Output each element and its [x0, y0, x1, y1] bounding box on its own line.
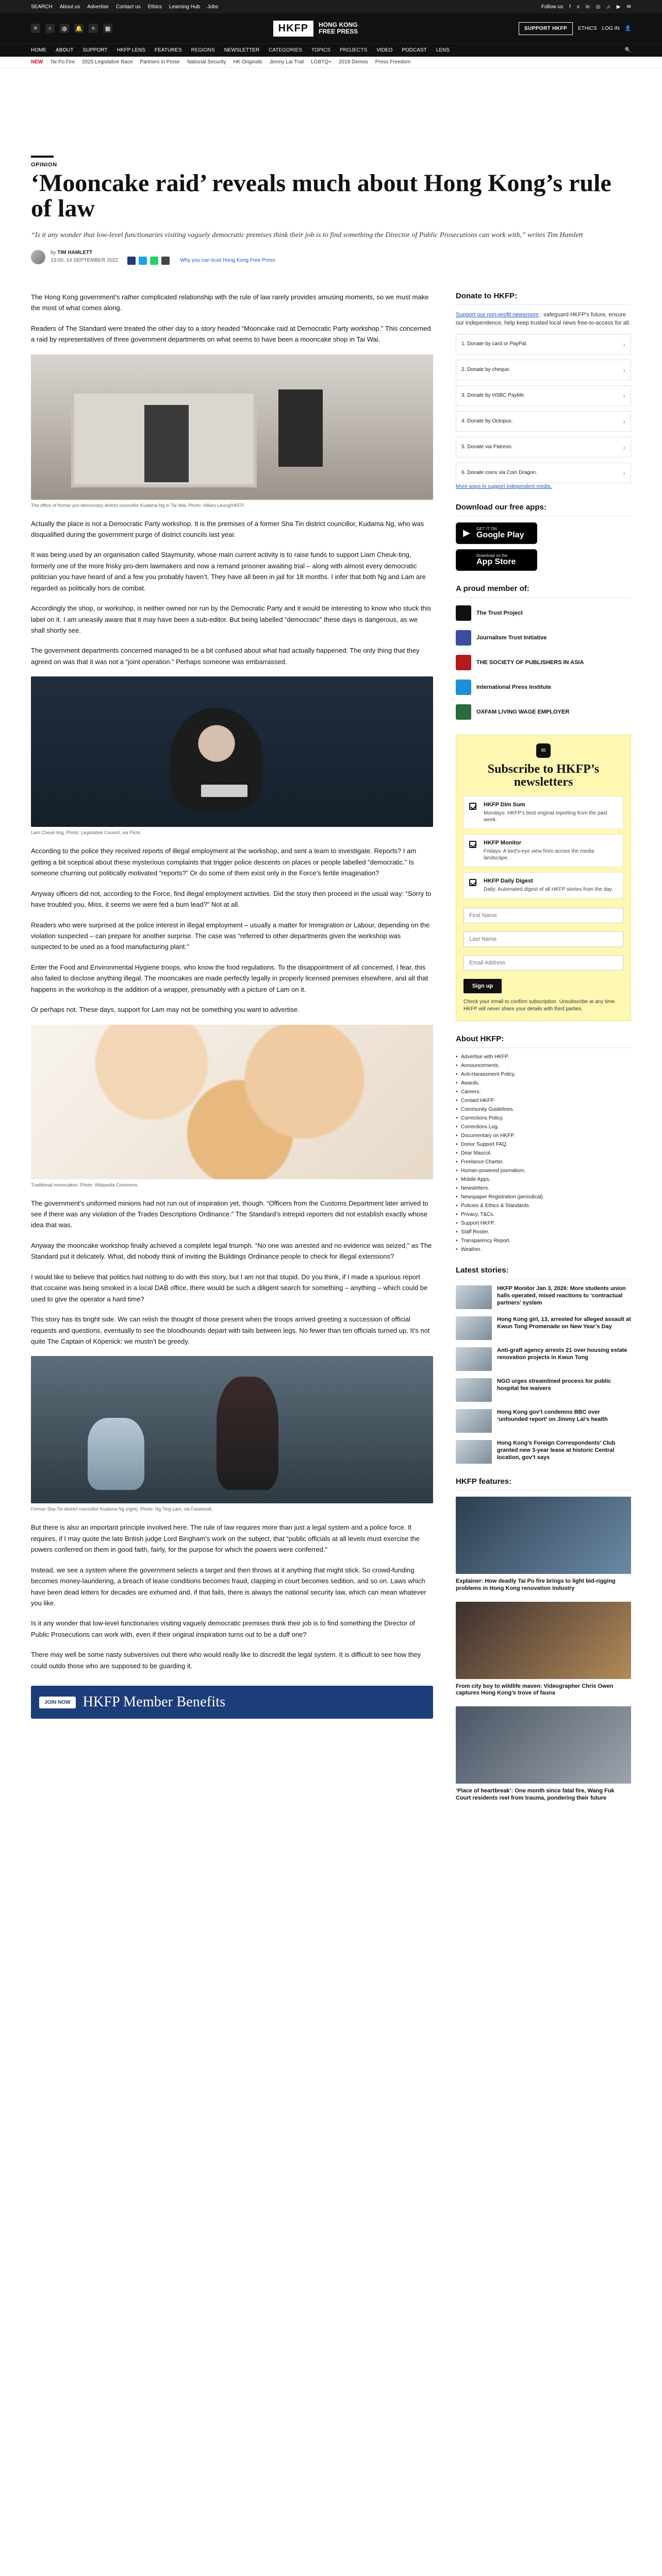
story-title: NGO urges streamlined process for public hospital fee waivers: [497, 1378, 611, 1392]
paragraph: The government departments concerned managed to be a bit confused about what had actually happened. The only thing that they agreed on was that it was not a “joint operation.” Perhaps someone was embarrassed.: [31, 647, 420, 666]
top-strip: [0, 0, 662, 13]
paragraph: This story has its bright side. We can relish the thought of those present when the troops arrived greeting a succession of official requests and questions, eventually to see the bloodhounds depart with tails between legs. No fewer than ten officials turned up. It’s not quite The Captain of Köpenick: we mustn’t be greedy.: [31, 1315, 430, 1345]
ethics-link[interactable]: Ethics: [147, 4, 162, 10]
chevron-right-icon: ›: [623, 340, 625, 348]
about-link[interactable]: • Weather.: [456, 1247, 631, 1252]
about-link[interactable]: • Newspaper Registration (periodical).: [456, 1194, 631, 1200]
donate-method[interactable]: [456, 334, 631, 354]
about-link[interactable]: • Human-powered journalism.: [456, 1168, 631, 1174]
chevron-right-icon: ›: [623, 391, 625, 400]
donate-method[interactable]: [456, 360, 631, 380]
signup-button[interactable]: Sign up: [464, 979, 502, 993]
member-item[interactable]: [456, 653, 631, 672]
article-title: ‘Mooncake raid’ reveals much about Hong Kong’s rule of law: [31, 170, 611, 222]
author-avatar: [31, 250, 45, 264]
latest-stories: [456, 1285, 631, 1464]
latest-section: [456, 1266, 631, 1464]
donate-method-label: 1. Donate by card or PayPal.: [461, 341, 527, 347]
checkbox-checked-icon[interactable]: [469, 841, 476, 848]
paragraph: Actually the place is not a Democratic Party workshop. It is the premises of a former Sha Tin district councillor, Kudama Ng, who was disqualified during the government purge of district councils last year.: [31, 519, 424, 538]
nav-support[interactable]: SUPPORT: [82, 47, 108, 53]
nav-hkfp-lens[interactable]: HKFP LENS: [117, 47, 146, 53]
masthead: [0, 13, 662, 43]
about-link[interactable]: • Privacy, T&Cs.: [456, 1212, 631, 1217]
sidebar: [456, 292, 631, 1816]
donate-method-label: 6. Donate coins via Coin Dragon.: [461, 470, 537, 476]
email-icon[interactable]: ✉: [626, 4, 631, 10]
newsletter-option-desc: Mondays: HKFP’s best original reporting from the past week.: [484, 810, 607, 823]
chevron-right-icon: ›: [623, 365, 625, 374]
advertise-link[interactable]: Advertise: [87, 4, 109, 10]
newsletter-option[interactable]: [464, 834, 623, 867]
figure-2: [31, 676, 433, 835]
ethics-link-masthead[interactable]: ETHICS: [577, 25, 597, 31]
byline-meta: [51, 257, 275, 265]
search-icon[interactable]: ⌕: [45, 24, 55, 33]
story-thumbnail: [456, 1440, 492, 1464]
about-link[interactable]: • Advertise with HKFP.: [456, 1054, 631, 1060]
more-ways-link[interactable]: More ways to support independent media.: [456, 483, 552, 489]
paragraph: Readers who were surprised at the police interest in illegal employment – usually a matter for Immigration or Labour, depending on the violation suspected – can prepare for another surprise. The case was “referred to other departments given the workshop was suspected to be used as a food manufacturing plant.”: [31, 921, 430, 951]
figure-4-caption: Former Sha Tin district councillor Kudama Ng (right). Photo: Ng Ting Lam, via Facebook.: [31, 1506, 213, 1512]
donate-methods: [456, 334, 631, 483]
apps-title: Download our free apps:: [456, 503, 631, 516]
last-name-input[interactable]: [464, 931, 623, 947]
paragraph: The Hong Kong government’s rather complicated relationship with the rule of law rarely provides amusing moments, so we must make the most of what comes along.: [31, 293, 429, 312]
paragraph: Instead, we see a system where the government selects a target and then throws at it anything that might stick. So crowd-funding becomes money-laundering, a breach of lease conditions becomes fraud, clapping in court becomes sedition, and so on. Laws which have been dead letters for decades are exhumed and, if that fails, there is always the national security law, which can mean whatever you like.: [31, 1566, 426, 1607]
youtube-icon[interactable]: ▶: [616, 4, 621, 10]
nav-video[interactable]: VIDEO: [376, 47, 393, 53]
about-link[interactable]: • Support HKFP.: [456, 1221, 631, 1226]
latest-story[interactable]: [456, 1440, 631, 1464]
paragraph: Readers of The Standard were treated the other day to a story headed “Mooncake raid at Democratic Party workshop.” This concerned a raid by representatives of three government departments on what seems to have been a mooncake shop in Tai Wai.: [31, 324, 431, 344]
about-link[interactable]: • Donor Support FAQ.: [456, 1142, 631, 1147]
member-name: OXFAM LIVING WAGE EMPLOYER: [476, 708, 570, 715]
chevron-right-icon: ›: [623, 468, 625, 477]
feature-item[interactable]: [456, 1497, 631, 1592]
story-title: Hong Kong girl, 13, arrested for alleged assault at Kwun Tong Promenade on New Year’s Day: [497, 1316, 631, 1330]
figure-1-caption: The office of former pro-democracy district councillor Kudama Ng in Tai Wai. Photo: Hillary Leung/HKFP.: [31, 502, 245, 508]
donate-method[interactable]: [456, 463, 631, 483]
logo[interactable]: [273, 21, 358, 37]
about-link[interactable]: • Mobile Apps.: [456, 1177, 631, 1182]
byline-text: [51, 250, 275, 265]
nav-newsletter[interactable]: NEWSLETTER: [224, 47, 260, 53]
feature-item[interactable]: [456, 1706, 631, 1802]
about-link[interactable]: • Newsletters.: [456, 1185, 631, 1191]
content-grid: [31, 292, 631, 1816]
about-link[interactable]: • Corrections Policy.: [456, 1115, 631, 1121]
article-body: [31, 292, 433, 1816]
app-store-small: Download on the: [476, 553, 508, 558]
contact-link[interactable]: Contact us: [115, 4, 141, 10]
about-link[interactable]: • Anti-Harassment Policy.: [456, 1072, 631, 1077]
donate-method[interactable]: [456, 437, 631, 457]
donate-method[interactable]: [456, 385, 631, 406]
share-buttons: [127, 257, 170, 265]
latest-story[interactable]: [456, 1409, 631, 1433]
member-name: International Press Institute: [476, 684, 551, 690]
figure-1-image: [31, 354, 433, 500]
top-left-links: [31, 4, 218, 10]
about-link[interactable]: • Careers.: [456, 1089, 631, 1095]
newsletter-option[interactable]: [464, 872, 623, 899]
logo-line-2: FREE PRESS: [319, 28, 358, 35]
about-link[interactable]: • Documentary on HKFP.: [456, 1133, 631, 1139]
google-play-icon: ▶: [463, 528, 470, 538]
instagram-icon[interactable]: ◎: [595, 4, 601, 10]
paragraph: Anyway officers did not, according to the Force, find illegal employment activities. Did the story then proceed in the usual way: “Sorry to have troubled you, Miss, it seems we were fed a bum lead?” Not at all.: [31, 889, 432, 909]
share-email-icon[interactable]: [161, 257, 170, 265]
member-item[interactable]: [456, 678, 631, 697]
subnav-tai-po-fire[interactable]: Tai Po Fire: [50, 59, 75, 65]
feature-image: [456, 1706, 631, 1784]
user-icon[interactable]: 👤: [624, 25, 631, 31]
story-thumbnail: [456, 1285, 492, 1309]
story-title: HKFP Monitor Jan 3, 2026: More students union halls operated, mixed reactions to ‘contractual partners’ system: [497, 1285, 626, 1306]
nav-podcast[interactable]: PODCAST: [402, 47, 427, 53]
paragraph: It was being used by an organisation called Staymunity, whose main current activity is to raise funds to support Liam Cheuk-ting, formerly one of the more frisky pro-dem lawmakers and now a remand prisoner awaiting trial – along with almost every democratic politician you have heard of and a few you probably haven’t. They have all been in jail for 18 months. I infer that both Ng and Lam are regarded as politically hors de combat.: [31, 551, 426, 592]
subnav-2019-demos[interactable]: 2019 Demos: [338, 59, 368, 65]
member-name: The Trust Project: [476, 609, 523, 616]
subnav-lgbtq[interactable]: LGBTQ+: [311, 59, 332, 65]
author-name[interactable]: TIM HAMLETT: [57, 249, 93, 256]
follow-us-label: Follow us: [541, 4, 564, 10]
apps-section: [456, 503, 631, 571]
newsletter-option-title: HKFP Monitor: [484, 840, 522, 846]
app-badges: [456, 522, 631, 571]
google-play-small: GET IT ON: [476, 526, 497, 531]
trust-link[interactable]: Why you can trust Hong Kong Free Press: [180, 258, 275, 264]
donate-method-label: 5. Donate via Patreon.: [461, 444, 513, 450]
logo-line-1: HONG KONG: [319, 21, 358, 28]
donate-method-label: 2. Donate by cheque.: [461, 367, 511, 373]
main-nav: [0, 43, 662, 57]
paragraph: Enter the Food and Environmental Hygiene troops, who know the food regulations. To the disappointment of all concerned, I fear, this also failed to disclose anything illegal. The mooncakes are made perfectly legally in properly licensed premises elsewhere, and all that happens in the workshop is the addition of a wrapper, presumably with a picture of Lam on it.: [31, 963, 428, 993]
features-section: [456, 1477, 631, 1802]
story-title: Hong Kong gov’t condemns BBC over ‘unfounded report’ on Jimmy Lai’s health: [497, 1409, 608, 1422]
nav-about[interactable]: ABOUT: [56, 47, 74, 53]
about-link[interactable]: • Corrections Log.: [456, 1124, 631, 1130]
donate-method-label: 3. Donate by HSBC PayMe.: [461, 393, 525, 399]
member-benefits-banner[interactable]: [31, 1686, 433, 1719]
kicker-line: [31, 156, 54, 158]
about-link[interactable]: • Dear Mascot.: [456, 1150, 631, 1156]
subnav-jimmy-lai-trial[interactable]: Jimmy Lai Trial: [269, 59, 304, 65]
subnav-national-security[interactable]: National Security: [187, 59, 226, 65]
login-link[interactable]: LOG IN: [602, 25, 620, 31]
newsletter-option-desc: Daily: Automated digest of all HKFP stories from the day.: [484, 887, 613, 893]
story-title: Anti-graft agency arrests 21 over housing estate renovation projects in Kwun Tong: [497, 1347, 627, 1361]
member-item[interactable]: [456, 629, 631, 647]
nav-regions[interactable]: REGIONS: [191, 47, 215, 53]
facebook-icon[interactable]: f: [569, 4, 571, 10]
google-play-large: Google Play: [476, 530, 524, 539]
latest-story[interactable]: [456, 1378, 631, 1402]
donate-text-rest: : safeguard HKFP’s future, ensure our independence, help keep trusted local news free-to-access for all.: [456, 311, 631, 326]
logo-mark: HKFP: [273, 21, 313, 37]
figure-3: [31, 1025, 433, 1188]
donate-text: [456, 311, 631, 328]
paragraph: The government’s uniformed minions had not run out of inspiration yet, though. “Officers from the Customs Department later arrived to see if there was any violation of the Trades Descriptions Ordinance.” The Standard’s intrepid reporters did not establish exactly whose idea that was.: [31, 1199, 428, 1229]
nav-categories[interactable]: CATEGORIES: [269, 47, 302, 53]
first-name-input[interactable]: [464, 908, 623, 923]
join-now-pill[interactable]: JOIN NOW: [39, 1697, 76, 1708]
new-badge: NEW: [31, 59, 43, 65]
newsletter-signup: [456, 735, 631, 1021]
checkbox-checked-icon[interactable]: [469, 803, 476, 810]
features-list: [456, 1497, 631, 1802]
newsletter-option-title: HKFP Daily Digest: [484, 878, 533, 885]
paragraph: Anyway the mooncake workshop finally achieved a complete legal triumph. “No one was arrested and no evidence was seized,” as The Standard put it delicately. What, did nobody think of inviting the Buildings Ordinance people to check for illegal extensions?: [31, 1241, 432, 1261]
menu-icon[interactable]: ≡: [31, 24, 40, 33]
member-list: [456, 604, 631, 721]
masthead-icons: [31, 24, 112, 33]
paragraph: Is it any wonder that low-level functionaries visiting vaguely democratic premises think their job is to find something the Director of Public Prosecutions can work with, even if their original inspiration turns out to be a duff one?: [31, 1619, 415, 1638]
nav-lens[interactable]: LENS: [436, 47, 450, 53]
newsletter-icon: ✉: [536, 743, 551, 758]
linkedin-icon[interactable]: in: [585, 4, 590, 10]
share-x-icon[interactable]: [139, 257, 147, 265]
newsletter-option[interactable]: [464, 796, 623, 829]
about-link[interactable]: • Policies & Ethics & Standards.: [456, 1203, 631, 1209]
secondary-nav: [0, 57, 662, 68]
checkbox-checked-icon[interactable]: [469, 879, 476, 886]
paragraph: Accordingly the shop, or workshop, is neither owned nor run by the Democratic Party and it would be interesting to know who stuck this label on it. I am uneasily aware that it may have been a sub-editor. But being labelled “democratic” these days is dangerous, as we shall shortly see.: [31, 604, 432, 635]
about-link[interactable]: About us: [59, 4, 80, 10]
x-icon[interactable]: x: [576, 4, 580, 10]
member-item[interactable]: [456, 703, 631, 721]
figure-1: [31, 354, 433, 508]
member-name: THE SOCIETY OF PUBLISHERS IN ASIA: [476, 659, 584, 666]
feature-image: [456, 1602, 631, 1679]
email-input[interactable]: [464, 955, 623, 971]
subnav-legislative-race[interactable]: 2025 Legislative Race: [82, 59, 133, 65]
share-whatsapp-icon[interactable]: [150, 257, 158, 265]
nav-projects[interactable]: PROJECTS: [339, 47, 368, 53]
newsletter-note: Check your email to confirm subscription. Unsubscribe at any time. HKFP will never share your details with third parties.: [464, 999, 616, 1012]
donate-method-label: 4. Donate by Octopus.: [461, 418, 513, 425]
tiktok-icon[interactable]: ♫: [606, 4, 610, 10]
members-title: A proud member of:: [456, 584, 631, 598]
bell-icon[interactable]: 🔔: [74, 24, 84, 33]
latest-story[interactable]: [456, 1347, 631, 1371]
about-link[interactable]: • Announcements.: [456, 1063, 631, 1069]
share-facebook-icon[interactable]: [127, 257, 136, 265]
paragraph: According to the police they received reports of illegal employment at the workshop, and sent a team to investigate. Reports? I am getting a bit sceptical about these mysterious complaints that trigger police descents on places or people labelled “democratic.” Is someone churning out politically motivated “reports?” Or do some of them exist only in the Force’s fertile imagination?: [31, 847, 417, 877]
paragraph: I would like to believe that politics had nothing to do with this story, but I am not that stupid. Do you think, if I made a spurious report that cocaine was being smoked in a local DAB office, there would be such a diligent search for something – anything – which could be used to give the operator a hard time?: [31, 1273, 428, 1303]
ipi-logo: [456, 680, 471, 695]
paragraph: But there is also an important principle involved here. The rule of law requires more than just a legal system and a police force. It requires, if I may quote the late British judge Lord Bingham’s work on the subject, that “public officials at all levels must exercise the powers conferred on them in good faith, fairly, for the purpose for which the powers were conferred.”: [31, 1523, 420, 1554]
nav-home[interactable]: HOME: [31, 47, 46, 53]
about-link[interactable]: • Staff Roster.: [456, 1229, 631, 1235]
learning-hub-link[interactable]: Learning Hub: [169, 4, 200, 10]
latest-title: Latest stories:: [456, 1266, 631, 1279]
about-section: [456, 1035, 631, 1252]
page: [31, 68, 631, 1816]
article-kicker: OPINION: [31, 162, 57, 168]
top-right-social: [541, 4, 631, 10]
byline-prefix: by: [51, 249, 56, 256]
donate-method[interactable]: [456, 411, 631, 432]
story-thumbnail: [456, 1316, 492, 1340]
about-link[interactable]: • Transparency Report.: [456, 1238, 631, 1244]
byline: [31, 250, 631, 265]
story-title: Hong Kong’s Foreign Correspondents’ Club granted new 3-year lease at historic Central location, gov’t says: [497, 1440, 616, 1461]
figure-4-image: [31, 1356, 433, 1503]
about-title: About HKFP:: [456, 1035, 631, 1048]
donate-link[interactable]: Support our non-profit newsroom: [456, 311, 539, 318]
subnav-press-freedom[interactable]: Press Freedom: [375, 59, 411, 65]
app-store-badge[interactable]: [456, 549, 537, 571]
member-benefits-title: HKFP Member Benefits: [82, 1694, 226, 1710]
latest-story[interactable]: [456, 1316, 631, 1340]
newsletter-title: Subscribe to HKFP’s newsletters: [487, 762, 600, 789]
chevron-right-icon: ›: [623, 417, 625, 426]
masthead-actions: [519, 22, 631, 35]
about-links: [456, 1054, 631, 1252]
paragraph: Or perhaps not. These days, support for Lam may not be something you want to advertise.: [31, 1006, 300, 1014]
story-thumbnail: [456, 1378, 492, 1402]
figure-2-image: [31, 676, 433, 827]
about-link[interactable]: • Contact HKFP.: [456, 1098, 631, 1104]
publish-date: 13:00, 14 SEPTEMBER 2022: [51, 258, 119, 264]
newsletter-option-title: HKFP Dim Sum: [484, 802, 525, 808]
figure-3-image: [31, 1025, 433, 1179]
paragraph: There may well be some nasty subversives out there who would really like to discredit the legal system. It is difficult to see how they could outdo those who are supposed to be guarding it.: [31, 1651, 421, 1670]
latest-story[interactable]: [456, 1285, 631, 1309]
feature-title: ‘Place of heartbreak’: One month since fatal fire, Wang Fuk Court residents reel from trauma, pondering their future: [456, 1788, 615, 1801]
donate-title: Donate to HKFP:: [456, 292, 631, 305]
subnav-hk-originals[interactable]: HK Originals: [233, 59, 262, 65]
bookmark-icon[interactable]: ⟡: [89, 24, 98, 33]
newsletter-option-desc: Fridays: A bird’s-eye view from across the media landscape.: [484, 849, 594, 861]
figure-2-caption: Lam Cheuk-ting. Photo: Legislative Council, via Flickr.: [31, 830, 142, 836]
donate-section: [456, 292, 631, 489]
sopa-logo: [456, 655, 471, 670]
article-subhead: “Is it any wonder that low-level functionaries visiting vaguely democratic premises think their job is to find something the Director of Public Prosecutions can work with,” writes Tim Hamlett: [31, 231, 583, 239]
logo-text: [319, 22, 358, 35]
app-store-large: App Store: [476, 557, 516, 566]
nav-search-icon[interactable]: 🔍: [624, 47, 631, 53]
support-hkfp-button[interactable]: SUPPORT HKFP: [519, 22, 573, 35]
about-link[interactable]: • Awards.: [456, 1080, 631, 1086]
about-link[interactable]: • Freelance Charter.: [456, 1159, 631, 1165]
subnav-partners-in-prose[interactable]: Partners in Prose: [140, 59, 180, 65]
nav-topics[interactable]: TOPICS: [311, 47, 330, 53]
google-play-badge[interactable]: [456, 522, 537, 544]
feature-title: From city boy to wildlife maven: Videographer Chris Owen captures Hong Kong’s trove of fauna: [456, 1683, 614, 1697]
globe-icon[interactable]: ◍: [60, 24, 69, 33]
app-icon[interactable]: ▦: [103, 24, 112, 33]
members-section: [456, 584, 631, 721]
member-item[interactable]: [456, 604, 631, 622]
oxfam-living-wage-logo: [456, 704, 471, 720]
story-thumbnail: [456, 1409, 492, 1433]
jobs-link[interactable]: Jobs: [207, 4, 219, 10]
member-name: Journalism Trust Initiative: [476, 634, 547, 641]
feature-item[interactable]: [456, 1602, 631, 1698]
chevron-right-icon: ›: [623, 443, 625, 451]
about-link[interactable]: • Community Guidelines.: [456, 1107, 631, 1112]
nav-features[interactable]: FEATURES: [155, 47, 182, 53]
feature-image: [456, 1497, 631, 1574]
figure-3-caption: Traditional mooncakes. Photo: Wikipedia Commons.: [31, 1182, 139, 1188]
trust-project-logo: [456, 605, 471, 621]
search-link[interactable]: SEARCH: [31, 4, 53, 10]
journalism-trust-initiative-logo: [456, 630, 471, 646]
feature-title: Explainer: How deadly Tai Po fire brings to light bid-rigging problems in Hong Kong renovation industry: [456, 1578, 616, 1591]
features-title: HKFP features:: [456, 1477, 631, 1490]
figure-4: [31, 1356, 433, 1512]
story-thumbnail: [456, 1347, 492, 1371]
